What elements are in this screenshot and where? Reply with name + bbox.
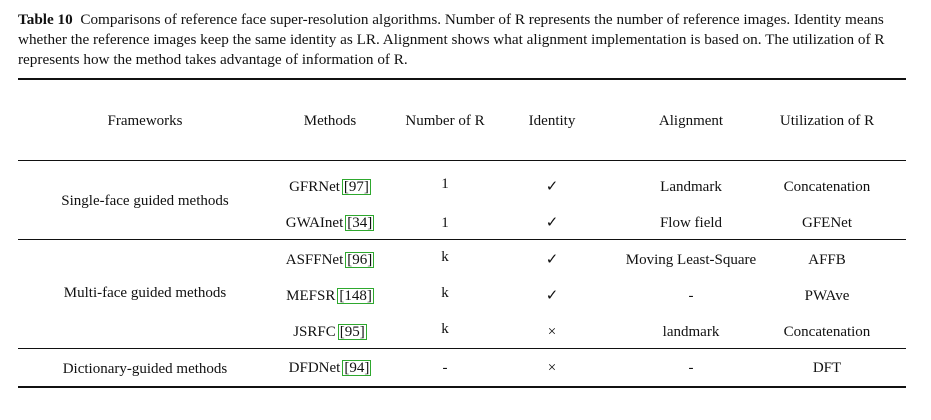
citation-link[interactable]: [97] — [343, 179, 369, 195]
alignment-cell: Flow field — [659, 215, 723, 231]
framework-label: Dictionary-guided methods — [62, 361, 228, 377]
caption-text: Comparisons of reference face super-resolution algorithms. Number of R represents the number of reference images. Identity means whether the reference images keep the same identity as LR. Alignment shows what alignment implementation is based on. The utilization of R represents how the method takes advantage of information of R. — [18, 11, 885, 68]
method-cell — [265, 287, 395, 305]
top-rule — [18, 78, 906, 80]
method-cell — [265, 323, 395, 341]
method-name: GFRNet — [289, 179, 340, 195]
framework-label: Multi-face guided methods — [63, 285, 227, 301]
num-r-cell: 1 — [441, 176, 449, 192]
utilization-cell: Concatenation — [783, 324, 871, 340]
identity-cell: × — [547, 324, 557, 340]
header-methods: Methods — [303, 113, 357, 129]
utilization-cell: Concatenation — [783, 179, 871, 195]
citation-link[interactable]: [95] — [339, 324, 365, 340]
table-caption — [18, 10, 913, 70]
citation-link[interactable]: [94] — [344, 360, 370, 376]
utilization-cell: AFFB — [808, 252, 846, 268]
header-frameworks: Frameworks — [107, 113, 183, 129]
identity-cell: ✓ — [545, 179, 559, 195]
identity-cell: × — [547, 360, 557, 376]
header-alignment: Alignment — [658, 113, 724, 129]
framework-label: Single-face guided methods — [61, 193, 229, 209]
header-number-of-r: Number of R — [405, 113, 485, 129]
method-cell — [265, 214, 395, 232]
method-cell — [265, 178, 395, 196]
method-name: JSRFC — [293, 324, 336, 340]
method-name: GWAInet — [285, 215, 344, 231]
num-r-cell: 1 — [441, 215, 449, 231]
method-cell — [265, 359, 395, 377]
header-identity: Identity — [528, 113, 576, 129]
num-r-cell: k — [441, 249, 449, 265]
num-r-cell: - — [442, 360, 448, 376]
method-name: MEFSR — [286, 288, 336, 304]
alignment-cell: - — [688, 288, 694, 304]
identity-cell: ✓ — [545, 215, 559, 231]
bottom-rule — [18, 386, 906, 388]
group-rule-2 — [18, 348, 906, 349]
num-r-cell: k — [441, 321, 449, 337]
utilization-cell: DFT — [812, 360, 842, 376]
citation-link[interactable]: [96] — [347, 252, 373, 268]
caption-label: Table 10 — [18, 11, 73, 28]
utilization-cell: PWAve — [804, 288, 850, 304]
num-r-cell: k — [441, 285, 449, 301]
alignment-cell: Landmark — [660, 179, 722, 195]
method-name: ASFFNet — [285, 252, 344, 268]
identity-cell: ✓ — [545, 288, 559, 304]
method-name: DFDNet — [288, 360, 341, 376]
identity-cell: ✓ — [545, 252, 559, 268]
citation-link[interactable]: [34] — [347, 215, 373, 231]
alignment-cell: landmark — [662, 324, 720, 340]
alignment-cell: Moving Least-Square — [625, 252, 757, 268]
group-rule-1 — [18, 239, 906, 240]
alignment-cell: - — [688, 360, 694, 376]
header-utilization: Utilization of R — [779, 113, 875, 129]
method-cell — [265, 251, 395, 269]
citation-link[interactable]: [148] — [339, 288, 372, 304]
header-rule — [18, 160, 906, 161]
utilization-cell: GFENet — [802, 215, 852, 231]
